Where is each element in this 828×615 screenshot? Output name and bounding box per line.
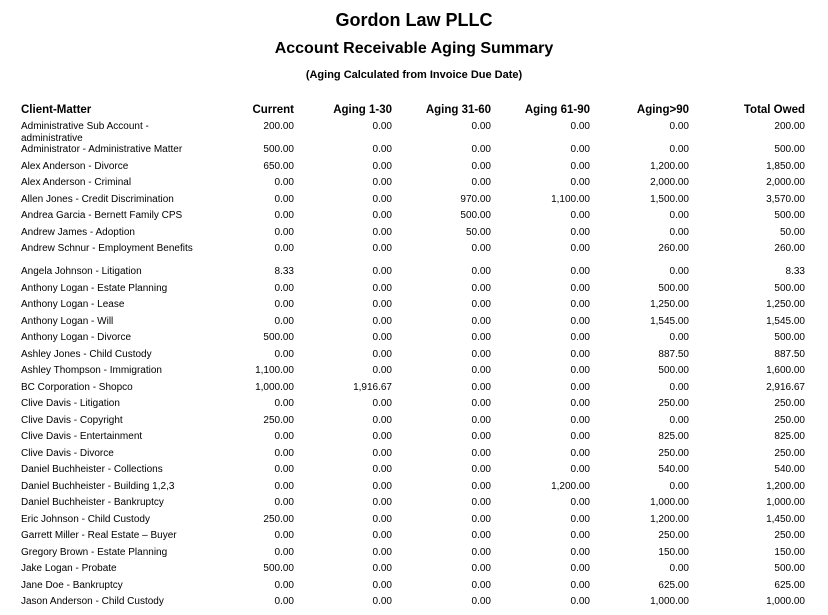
cell-total-owed: 3,570.00 bbox=[766, 194, 805, 205]
cell-aging-61-90: 0.00 bbox=[570, 349, 590, 360]
cell-client-matter: Ashley Thompson - Immigration bbox=[21, 365, 162, 376]
cell-total-owed: 500.00 bbox=[774, 144, 805, 155]
cell-client-matter: Eric Johnson - Child Custody bbox=[21, 514, 150, 525]
table-row bbox=[0, 497, 828, 513]
cell-aging-1-30: 0.00 bbox=[372, 161, 392, 172]
cell-aging-over-90: 150.00 bbox=[658, 547, 689, 558]
cell-total-owed: 200.00 bbox=[774, 121, 805, 132]
table-row bbox=[0, 121, 828, 144]
cell-current: 0.00 bbox=[274, 398, 294, 409]
cell-aging-31-60: 50.00 bbox=[465, 227, 491, 238]
cell-aging-61-90: 0.00 bbox=[570, 332, 590, 343]
cell-total-owed: 887.50 bbox=[774, 349, 805, 360]
cell-client-matter: Ashley Jones - Child Custody bbox=[21, 349, 152, 360]
cell-client-matter: Jane Doe - Bankruptcy bbox=[21, 580, 123, 591]
cell-aging-61-90: 0.00 bbox=[570, 210, 590, 221]
cell-aging-31-60: 0.00 bbox=[471, 283, 491, 294]
table-row bbox=[0, 161, 828, 177]
cell-current: 650.00 bbox=[263, 161, 294, 172]
cell-client-matter: Anthony Logan - Will bbox=[21, 316, 114, 327]
cell-aging-1-30: 0.00 bbox=[372, 144, 392, 155]
cell-client-matter: Andrea Garcia - Bernett Family CPS bbox=[21, 210, 183, 221]
cell-aging-1-30: 0.00 bbox=[372, 514, 392, 525]
cell-aging-1-30: 0.00 bbox=[372, 365, 392, 376]
cell-aging-1-30: 0.00 bbox=[372, 177, 392, 188]
cell-aging-1-30: 0.00 bbox=[372, 332, 392, 343]
cell-client-matter: Daniel Buchheister - Building 1,2,3 bbox=[21, 481, 175, 492]
cell-client-matter: Jason Anderson - Child Custody bbox=[21, 596, 164, 607]
table-row bbox=[0, 194, 828, 210]
cell-current: 1,100.00 bbox=[255, 365, 294, 376]
cell-client-matter: Jake Logan - Probate bbox=[21, 563, 117, 574]
cell-current: 0.00 bbox=[274, 283, 294, 294]
cell-aging-over-90: 887.50 bbox=[658, 349, 689, 360]
cell-aging-over-90: 625.00 bbox=[658, 580, 689, 591]
cell-total-owed: 2,916.67 bbox=[766, 382, 805, 393]
cell-client-matter: Andrew James - Adoption bbox=[21, 227, 135, 238]
cell-aging-31-60: 0.00 bbox=[471, 497, 491, 508]
cell-client-matter: Clive Davis - Entertainment bbox=[21, 431, 143, 442]
cell-aging-over-90: 250.00 bbox=[658, 398, 689, 409]
col-header-total-owed: Total Owed bbox=[743, 104, 805, 116]
cell-aging-1-30: 0.00 bbox=[372, 299, 392, 310]
table-row bbox=[0, 563, 828, 579]
cell-client-matter: Anthony Logan - Divorce bbox=[21, 332, 132, 343]
cell-aging-1-30: 0.00 bbox=[372, 448, 392, 459]
cell-current: 200.00 bbox=[263, 121, 294, 132]
cell-total-owed: 500.00 bbox=[774, 210, 805, 221]
table-row bbox=[0, 398, 828, 414]
cell-client-matter: Allen Jones - Credit Discrimination bbox=[21, 194, 174, 205]
cell-current: 250.00 bbox=[263, 514, 294, 525]
cell-aging-61-90: 0.00 bbox=[570, 382, 590, 393]
cell-aging-over-90: 250.00 bbox=[658, 530, 689, 541]
cell-aging-over-90: 1,000.00 bbox=[650, 596, 689, 607]
cell-aging-61-90: 1,100.00 bbox=[551, 194, 590, 205]
cell-total-owed: 500.00 bbox=[774, 332, 805, 343]
cell-aging-31-60: 0.00 bbox=[471, 580, 491, 591]
cell-aging-61-90: 0.00 bbox=[570, 144, 590, 155]
cell-client-matter: Anthony Logan - Estate Planning bbox=[21, 283, 168, 294]
cell-aging-31-60: 0.00 bbox=[471, 415, 491, 426]
table-row bbox=[0, 243, 828, 259]
cell-aging-61-90: 0.00 bbox=[570, 266, 590, 277]
cell-aging-31-60: 0.00 bbox=[471, 266, 491, 277]
cell-aging-61-90: 0.00 bbox=[570, 121, 590, 132]
cell-aging-61-90: 0.00 bbox=[570, 398, 590, 409]
cell-aging-61-90: 0.00 bbox=[570, 316, 590, 327]
report-note: (Aging Calculated from Invoice Due Date) bbox=[305, 69, 523, 81]
cell-aging-61-90: 0.00 bbox=[570, 514, 590, 525]
cell-total-owed: 8.33 bbox=[785, 266, 805, 277]
cell-current: 500.00 bbox=[263, 144, 294, 155]
col-header-aging-31-60: Aging 31-60 bbox=[425, 104, 491, 116]
cell-current: 0.00 bbox=[274, 448, 294, 459]
cell-aging-over-90: 0.00 bbox=[669, 121, 689, 132]
cell-total-owed: 1,200.00 bbox=[766, 481, 805, 492]
table-row bbox=[0, 382, 828, 398]
cell-aging-over-90: 0.00 bbox=[669, 481, 689, 492]
cell-aging-31-60: 0.00 bbox=[471, 431, 491, 442]
col-header-aging-over-90: Aging>90 bbox=[636, 104, 689, 116]
cell-aging-31-60: 0.00 bbox=[471, 530, 491, 541]
col-header-current: Current bbox=[252, 104, 294, 116]
cell-aging-over-90: 2,000.00 bbox=[650, 177, 689, 188]
cell-current: 0.00 bbox=[274, 497, 294, 508]
cell-current: 1,000.00 bbox=[255, 382, 294, 393]
cell-aging-over-90: 260.00 bbox=[658, 243, 689, 254]
cell-total-owed: 1,250.00 bbox=[766, 299, 805, 310]
cell-total-owed: 540.00 bbox=[774, 464, 805, 475]
cell-aging-1-30: 0.00 bbox=[372, 431, 392, 442]
firm-name: Gordon Law PLLC bbox=[335, 10, 493, 30]
cell-aging-1-30: 0.00 bbox=[372, 194, 392, 205]
cell-total-owed: 1,600.00 bbox=[766, 365, 805, 376]
cell-current: 0.00 bbox=[274, 299, 294, 310]
cell-aging-over-90: 0.00 bbox=[669, 332, 689, 343]
cell-aging-61-90: 0.00 bbox=[570, 530, 590, 541]
cell-total-owed: 1,850.00 bbox=[766, 161, 805, 172]
cell-total-owed: 50.00 bbox=[779, 227, 805, 238]
cell-current: 0.00 bbox=[274, 596, 294, 607]
col-header-aging-61-90: Aging 61-90 bbox=[524, 104, 590, 116]
cell-aging-over-90: 0.00 bbox=[669, 144, 689, 155]
cell-current: 0.00 bbox=[274, 316, 294, 327]
cell-aging-31-60: 0.00 bbox=[471, 382, 491, 393]
cell-client-matter: Administrative Sub Account - administrative bbox=[21, 121, 149, 144]
cell-aging-31-60: 0.00 bbox=[471, 316, 491, 327]
cell-aging-1-30: 0.00 bbox=[372, 497, 392, 508]
table-row bbox=[0, 332, 828, 348]
cell-client-matter: Alex Anderson - Criminal bbox=[21, 177, 132, 188]
table-row bbox=[0, 514, 828, 530]
cell-aging-1-30: 0.00 bbox=[372, 563, 392, 574]
cell-aging-61-90: 0.00 bbox=[570, 547, 590, 558]
cell-total-owed: 250.00 bbox=[774, 415, 805, 426]
cell-aging-1-30: 0.00 bbox=[372, 530, 392, 541]
cell-aging-31-60: 0.00 bbox=[471, 547, 491, 558]
cell-aging-over-90: 1,545.00 bbox=[650, 316, 689, 327]
cell-aging-61-90: 0.00 bbox=[570, 227, 590, 238]
cell-aging-31-60: 0.00 bbox=[471, 121, 491, 132]
cell-aging-over-90: 0.00 bbox=[669, 266, 689, 277]
cell-total-owed: 500.00 bbox=[774, 283, 805, 294]
table-row bbox=[0, 349, 828, 365]
cell-total-owed: 250.00 bbox=[774, 448, 805, 459]
cell-aging-1-30: 0.00 bbox=[372, 316, 392, 327]
table-row bbox=[0, 448, 828, 464]
cell-current: 500.00 bbox=[263, 332, 294, 343]
cell-current: 250.00 bbox=[263, 415, 294, 426]
cell-aging-31-60: 500.00 bbox=[460, 210, 491, 221]
cell-aging-31-60: 0.00 bbox=[471, 596, 491, 607]
cell-aging-31-60: 970.00 bbox=[460, 194, 491, 205]
cell-aging-31-60: 0.00 bbox=[471, 481, 491, 492]
cell-aging-61-90: 0.00 bbox=[570, 365, 590, 376]
cell-current: 0.00 bbox=[274, 227, 294, 238]
cell-aging-over-90: 540.00 bbox=[658, 464, 689, 475]
cell-total-owed: 500.00 bbox=[774, 563, 805, 574]
cell-aging-over-90: 825.00 bbox=[658, 431, 689, 442]
cell-aging-over-90: 0.00 bbox=[669, 415, 689, 426]
cell-aging-1-30: 0.00 bbox=[372, 210, 392, 221]
cell-aging-61-90: 0.00 bbox=[570, 161, 590, 172]
cell-client-matter: BC Corporation - Shopco bbox=[21, 382, 133, 393]
cell-aging-over-90: 1,200.00 bbox=[650, 514, 689, 525]
cell-aging-31-60: 0.00 bbox=[471, 563, 491, 574]
cell-aging-over-90: 0.00 bbox=[669, 227, 689, 238]
cell-aging-over-90: 1,200.00 bbox=[650, 161, 689, 172]
cell-total-owed: 150.00 bbox=[774, 547, 805, 558]
cell-aging-31-60: 0.00 bbox=[471, 398, 491, 409]
cell-aging-1-30: 0.00 bbox=[372, 283, 392, 294]
cell-aging-1-30: 0.00 bbox=[372, 415, 392, 426]
cell-aging-31-60: 0.00 bbox=[471, 161, 491, 172]
cell-aging-over-90: 250.00 bbox=[658, 448, 689, 459]
cell-total-owed: 250.00 bbox=[774, 530, 805, 541]
cell-current: 500.00 bbox=[263, 563, 294, 574]
cell-total-owed: 625.00 bbox=[774, 580, 805, 591]
cell-aging-31-60: 0.00 bbox=[471, 514, 491, 525]
cell-client-matter: Clive Davis - Divorce bbox=[21, 448, 114, 459]
cell-current: 0.00 bbox=[274, 194, 294, 205]
cell-client-matter: Clive Davis - Copyright bbox=[21, 415, 123, 426]
cell-aging-over-90: 1,000.00 bbox=[650, 497, 689, 508]
cell-aging-61-90: 0.00 bbox=[570, 596, 590, 607]
table-row bbox=[0, 316, 828, 332]
cell-total-owed: 1,545.00 bbox=[766, 316, 805, 327]
cell-aging-over-90: 1,250.00 bbox=[650, 299, 689, 310]
cell-total-owed: 1,450.00 bbox=[766, 514, 805, 525]
cell-aging-over-90: 0.00 bbox=[669, 382, 689, 393]
cell-current: 0.00 bbox=[274, 547, 294, 558]
table-row bbox=[0, 580, 828, 596]
cell-total-owed: 2,000.00 bbox=[766, 177, 805, 188]
cell-current: 8.33 bbox=[274, 266, 294, 277]
cell-aging-1-30: 0.00 bbox=[372, 464, 392, 475]
cell-client-matter: Daniel Buchheister - Bankruptcy bbox=[21, 497, 164, 508]
cell-total-owed: 825.00 bbox=[774, 431, 805, 442]
cell-client-matter: Garrett Miller - Real Estate – Buyer bbox=[21, 530, 177, 541]
cell-aging-1-30: 0.00 bbox=[372, 266, 392, 277]
cell-aging-1-30: 0.00 bbox=[372, 227, 392, 238]
cell-current: 0.00 bbox=[274, 580, 294, 591]
table-row bbox=[0, 596, 828, 612]
table-row bbox=[0, 299, 828, 315]
cell-aging-31-60: 0.00 bbox=[471, 464, 491, 475]
table-row bbox=[0, 481, 828, 497]
cell-client-matter: Angela Johnson - Litigation bbox=[21, 266, 142, 277]
cell-aging-31-60: 0.00 bbox=[471, 299, 491, 310]
cell-current: 0.00 bbox=[274, 481, 294, 492]
cell-aging-61-90: 0.00 bbox=[570, 299, 590, 310]
cell-client-matter: Gregory Brown - Estate Planning bbox=[21, 547, 168, 558]
cell-aging-over-90: 500.00 bbox=[658, 365, 689, 376]
cell-aging-61-90: 0.00 bbox=[570, 580, 590, 591]
table-row bbox=[0, 283, 828, 299]
cell-current: 0.00 bbox=[274, 530, 294, 541]
cell-aging-1-30: 0.00 bbox=[372, 596, 392, 607]
cell-aging-over-90: 0.00 bbox=[669, 563, 689, 574]
cell-aging-1-30: 0.00 bbox=[372, 349, 392, 360]
cell-aging-31-60: 0.00 bbox=[471, 177, 491, 188]
cell-total-owed: 1,000.00 bbox=[766, 596, 805, 607]
cell-aging-over-90: 0.00 bbox=[669, 210, 689, 221]
cell-aging-31-60: 0.00 bbox=[471, 448, 491, 459]
cell-current: 0.00 bbox=[274, 431, 294, 442]
cell-aging-61-90: 1,200.00 bbox=[551, 481, 590, 492]
cell-aging-31-60: 0.00 bbox=[471, 365, 491, 376]
cell-aging-61-90: 0.00 bbox=[570, 464, 590, 475]
cell-client-matter: Daniel Buchheister - Collections bbox=[21, 464, 163, 475]
cell-current: 0.00 bbox=[274, 464, 294, 475]
cell-total-owed: 1,000.00 bbox=[766, 497, 805, 508]
table-row bbox=[0, 431, 828, 447]
cell-current: 0.00 bbox=[274, 177, 294, 188]
table-row bbox=[0, 266, 828, 282]
report-title: Account Receivable Aging Summary bbox=[274, 40, 554, 57]
cell-aging-1-30: 0.00 bbox=[372, 121, 392, 132]
cell-aging-1-30: 0.00 bbox=[372, 580, 392, 591]
table-row bbox=[0, 210, 828, 226]
cell-client-matter: Andrew Schnur - Employment Benefits bbox=[21, 243, 193, 254]
table-row bbox=[0, 530, 828, 546]
col-header-aging-1-30: Aging 1-30 bbox=[333, 104, 392, 116]
cell-aging-1-30: 0.00 bbox=[372, 398, 392, 409]
cell-aging-1-30: 0.00 bbox=[372, 243, 392, 254]
table-row bbox=[0, 227, 828, 243]
cell-aging-31-60: 0.00 bbox=[471, 332, 491, 343]
table-row bbox=[0, 547, 828, 563]
cell-aging-31-60: 0.00 bbox=[471, 243, 491, 254]
col-header-client-matter: Client-Matter bbox=[21, 104, 92, 116]
cell-aging-61-90: 0.00 bbox=[570, 243, 590, 254]
cell-aging-31-60: 0.00 bbox=[471, 349, 491, 360]
cell-aging-61-90: 0.00 bbox=[570, 415, 590, 426]
cell-client-matter: Administrator - Administrative Matter bbox=[21, 144, 183, 155]
cell-current: 0.00 bbox=[274, 243, 294, 254]
cell-aging-61-90: 0.00 bbox=[570, 431, 590, 442]
cell-aging-over-90: 1,500.00 bbox=[650, 194, 689, 205]
table-row bbox=[0, 365, 828, 381]
cell-current: 0.00 bbox=[274, 349, 294, 360]
cell-aging-over-90: 500.00 bbox=[658, 283, 689, 294]
cell-aging-61-90: 0.00 bbox=[570, 283, 590, 294]
cell-aging-1-30: 0.00 bbox=[372, 481, 392, 492]
cell-client-matter: Anthony Logan - Lease bbox=[21, 299, 125, 310]
table-row bbox=[0, 415, 828, 431]
table-row bbox=[0, 177, 828, 193]
table-row bbox=[0, 464, 828, 480]
cell-aging-61-90: 0.00 bbox=[570, 563, 590, 574]
cell-aging-1-30: 1,916.67 bbox=[353, 382, 392, 393]
cell-aging-61-90: 0.00 bbox=[570, 448, 590, 459]
cell-total-owed: 250.00 bbox=[774, 398, 805, 409]
cell-aging-1-30: 0.00 bbox=[372, 547, 392, 558]
cell-client-matter: Alex Anderson - Divorce bbox=[21, 161, 129, 172]
cell-aging-61-90: 0.00 bbox=[570, 177, 590, 188]
cell-current: 0.00 bbox=[274, 210, 294, 221]
table-row bbox=[0, 144, 828, 160]
cell-total-owed: 260.00 bbox=[774, 243, 805, 254]
cell-client-matter: Clive Davis - Litigation bbox=[21, 398, 120, 409]
cell-aging-31-60: 0.00 bbox=[471, 144, 491, 155]
cell-aging-61-90: 0.00 bbox=[570, 497, 590, 508]
